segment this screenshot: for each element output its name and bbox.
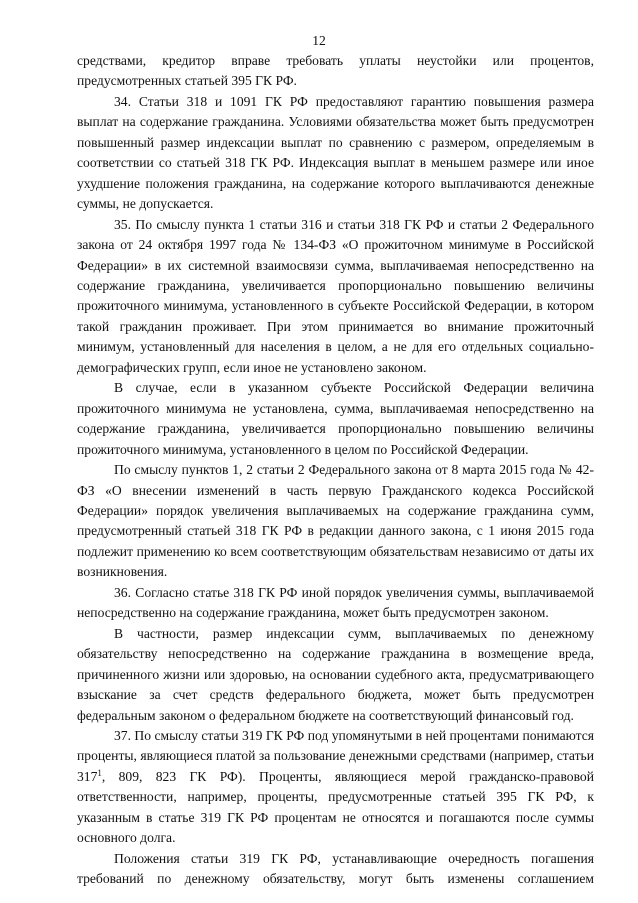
paragraph-continuation: средствами, кредитор вправе требовать уплаты неустойки или процентов, предусмотренных статьей 395 ГК РФ.: [77, 53, 594, 89]
paragraph-36-part: В частности, размер индексации сумм, выплачиваемых по денежному обязательству непосредственно на содержание гражданина в возмещение вреда, причиненного жизни или здоровью, на основании судебного акта, предусматривающего взыскание за счет средств федерального бюджета, может быть предусмотрен федеральным законом о федеральном бюджете на соответствующий финансовый год.: [77, 625, 594, 723]
paragraph-37-text-end: , 809, 823 ГК РФ). Проценты, являющиеся мерой гражданско-правовой ответственности, например, проценты, предусмотренные статьей 395 ГК РФ, к указанным в статье 319 ГК РФ процентам не относятся и погашаются после суммы основного долга.: [77, 768, 594, 846]
paragraph-36: 36. Согласно статье 318 ГК РФ иной порядок увеличения суммы, выплачиваемой непосредственно на содержание гражданина, может быть предусмотрен законом.: [77, 584, 594, 621]
page-number: 12: [312, 33, 326, 48]
paragraph-37: [77, 726, 594, 849]
paragraph-35-case: В случае, если в указанном субъекте Российской Федерации величина прожиточного минимума не установлена, сумма, выплачиваемая непосредственно на содержание гражданина, увеличивается пропорционально повышению величины прожиточного минимума, установленного в целом по Российской Федерации.: [77, 380, 594, 457]
document-body: [77, 51, 594, 890]
superscript-article-317-1: 1: [97, 767, 102, 778]
paragraph-37-order: Положения статьи 319 ГК РФ, устанавливающие очередность погашения требований по денежному обязательству, могут быть изменены соглашением: [77, 850, 594, 887]
paragraph-35-law: По смыслу пунктов 1, 2 статьи 2 Федерального закона от 8 марта 2015 года № 42-ФЗ «О внесении изменений в часть первую Гражданского кодекса Российской Федерации» порядок увеличения выплачиваемых на содержание гражданина сумм, предусмотренный статьей 318 ГК РФ в редакции данного закона, с 1 июня 2015 года подлежит применению ко всем соответствующим обязательствам независимо от даты их возникновения.: [77, 462, 594, 580]
paragraph-35: 35. По смыслу пункта 1 статьи 316 и статьи 318 ГК РФ и статьи 2 Федерального закона от 24 октября 1997 года № 134-ФЗ «О прожиточном минимуме в Российской Федерации» в их системной взаимосвязи сумма, выплачиваемая непосредственно на содержание гражданина, увеличивается пропорционально повышению величины прожиточного минимума, установленного в субъекте Российской Федерации, в котором такой гражданин проживает. При этом принимается во внимание прожиточный минимум, установленный для населения в целом, а не для его отдельных социально-демографических групп, если иное не установлено законом.: [77, 216, 594, 375]
paragraph-34: 34. Статьи 318 и 1091 ГК РФ предоставляют гарантию повышения размера выплат на содержание гражданина. Условиями обязательства может быть предусмотрен повышенный размер индексации выплат по сравнению с размером, определяемым в соответствии со статьей 318 ГК РФ. Индексация выплат в меньшем размере или иное ухудшение положения гражданина, на содержание которого выплачиваются денежные суммы, не допускается.: [77, 93, 594, 212]
paragraph-37-text-start: 37. По смыслу статьи 319 ГК РФ под упомянутыми в ней процентами понимаются проценты, являющиеся платой за пользование денежными средствами (например, статьи 317: [77, 727, 594, 784]
